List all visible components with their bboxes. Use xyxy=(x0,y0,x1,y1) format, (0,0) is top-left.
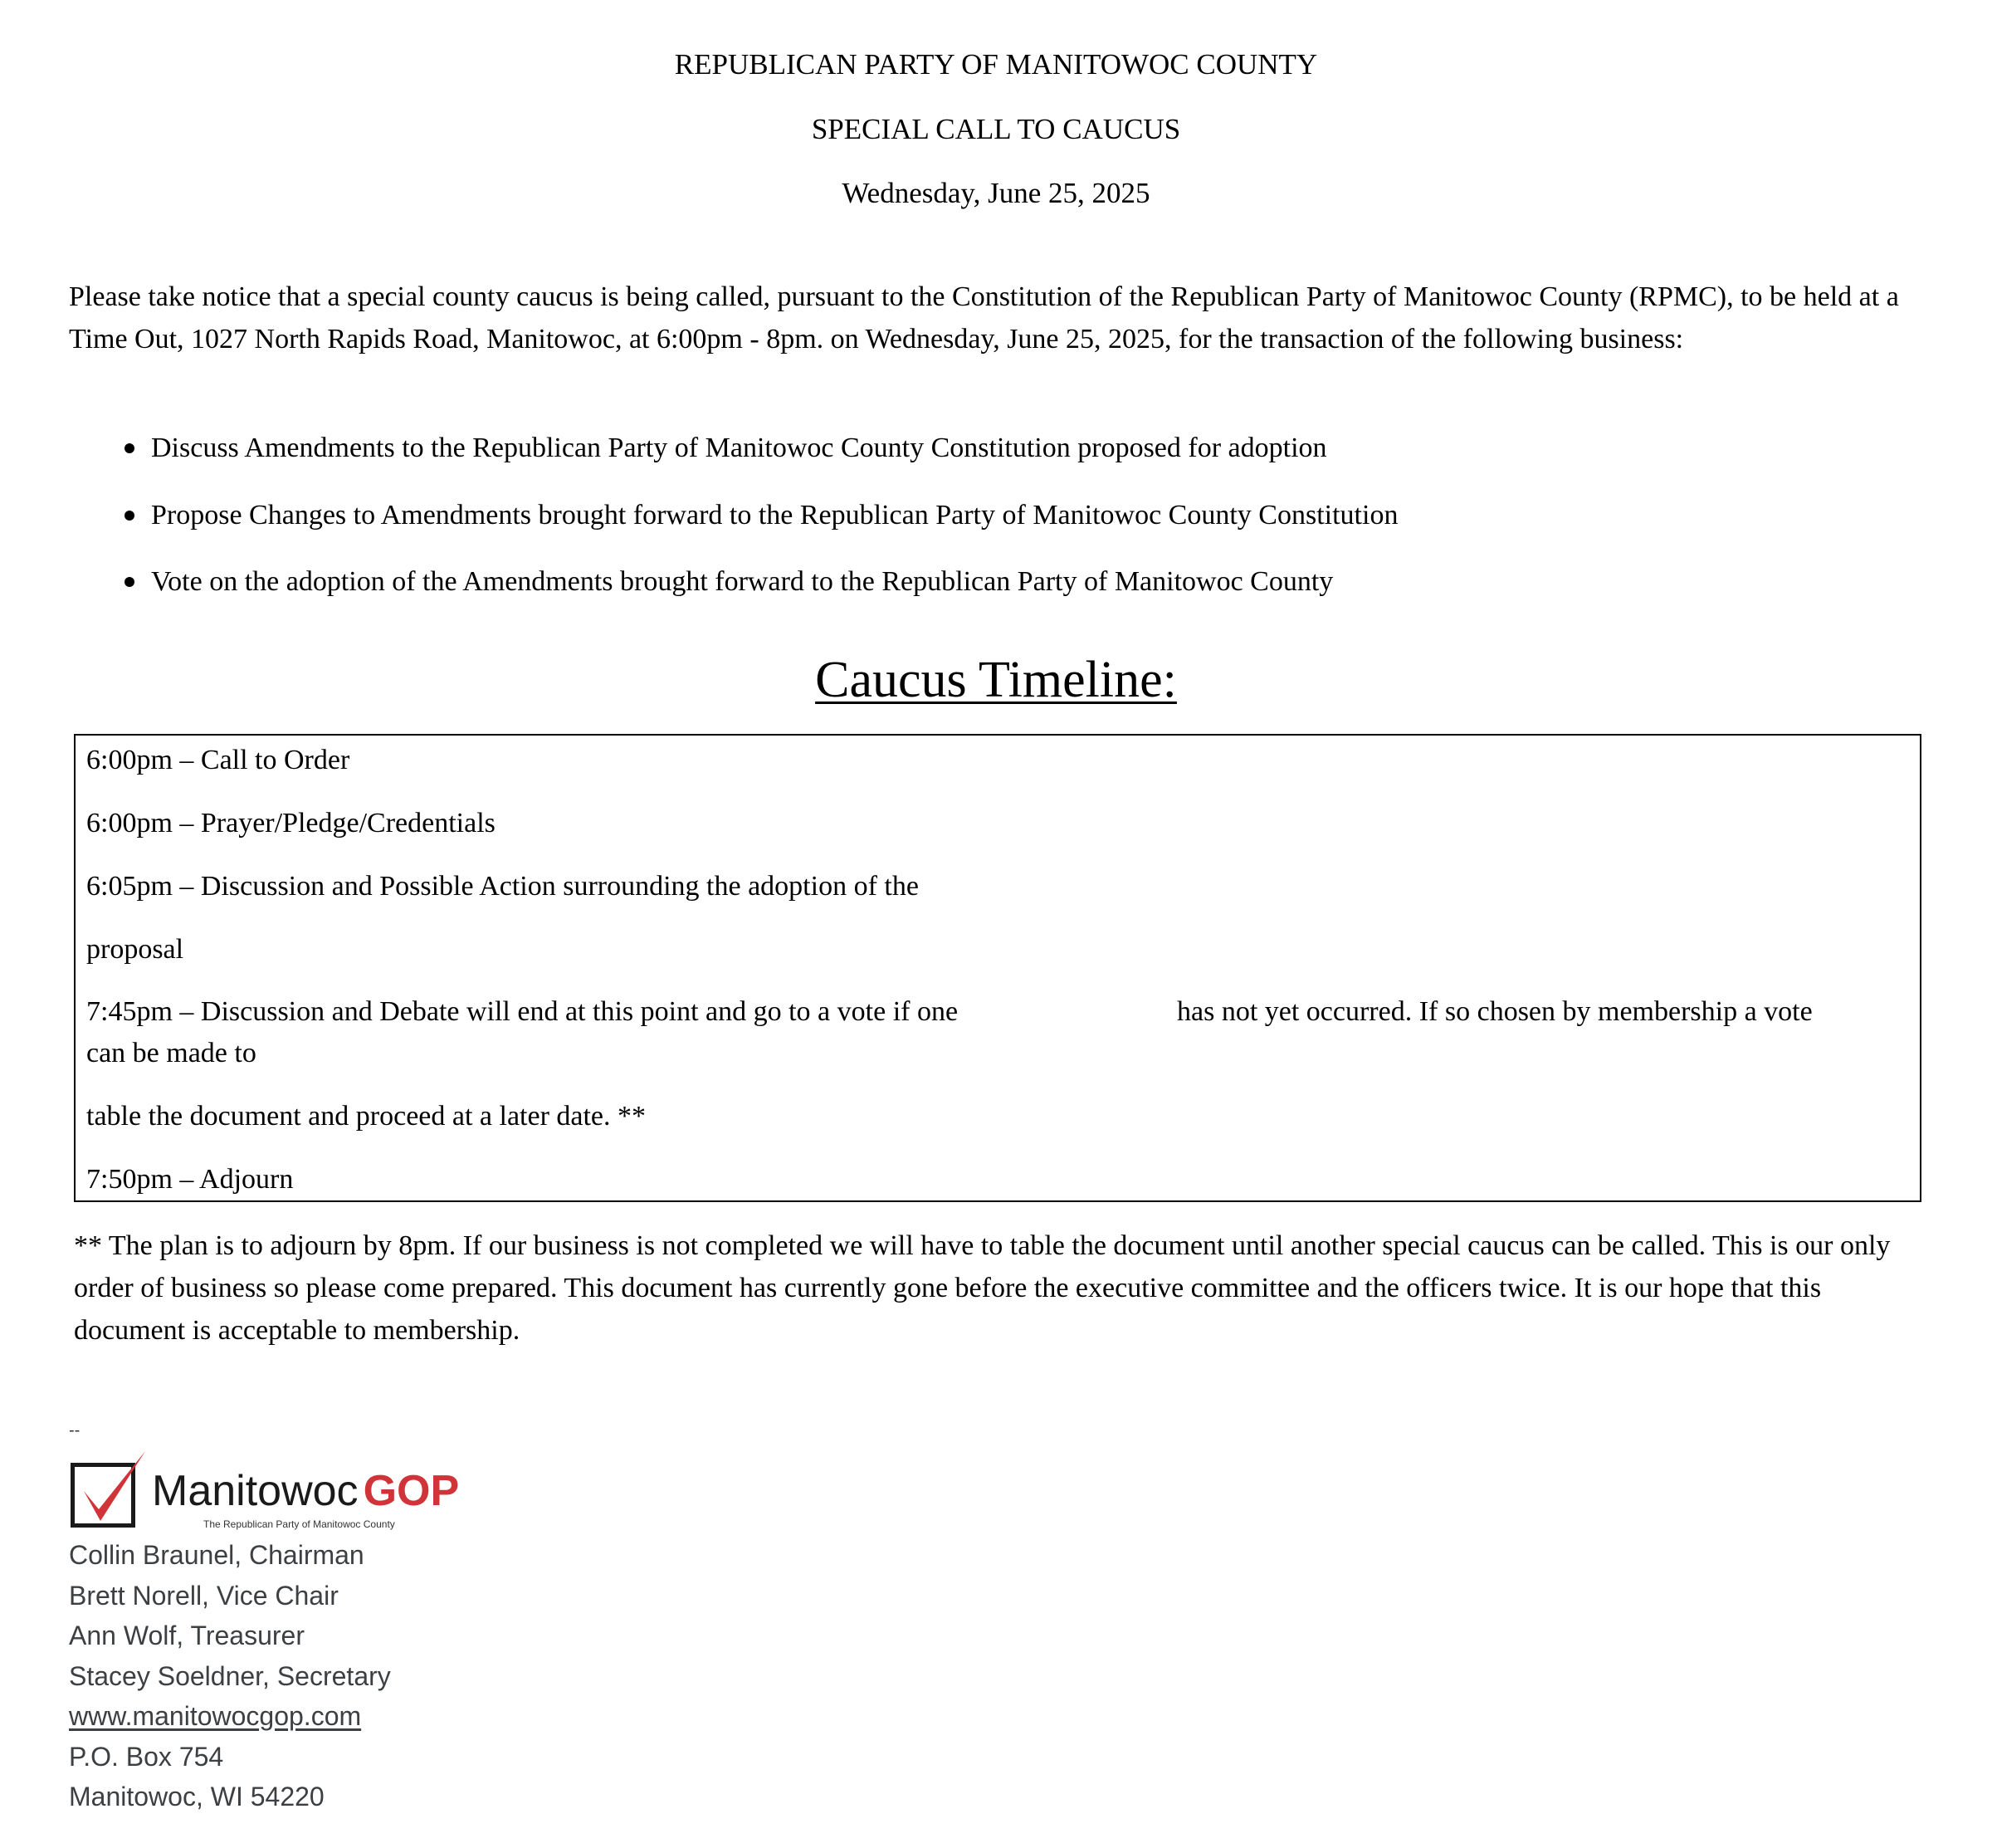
logo-name: Manitowoc xyxy=(152,1467,359,1515)
agenda-item-text: Vote on the adoption of the Amendments brought forward to the Republican Party of Manitowoc County xyxy=(151,566,1334,597)
timeline-heading-text: Caucus Timeline: xyxy=(815,652,1177,708)
timeline-line: 7:45pm – Discussion and Debate will end at this point and go to a vote if one xyxy=(86,996,959,1027)
contact-po-box: P.O. Box 754 xyxy=(69,1741,224,1772)
timeline-line: 7:50pm – Adjourn xyxy=(86,1164,294,1195)
intro-paragraph: Please take notice that a special county caucus is being called, pursuant to the Constitution of the Republican Party of Manitowoc County (RPMC), to be held at a Time Out, 1027 North Rapids Road, Manitowoc, at 6:00pm - 8pm. on Wednesday, June 25, 2025, for the transaction of the following business: xyxy=(69,281,1899,354)
agenda-item-text: Discuss Amendments to the Republican Party of Manitowoc County Constitution proposed for adoption xyxy=(151,433,1327,463)
bullet-icon xyxy=(124,511,134,521)
signature-separator: -- xyxy=(69,1421,81,1440)
logo-wordmark xyxy=(152,1466,459,1516)
document-date: Wednesday, June 25, 2025 xyxy=(842,177,1150,209)
timeline-line: 6:00pm – Prayer/Pledge/Credentials xyxy=(86,808,496,838)
contact-chairman: Collin Braunel, Chairman xyxy=(69,1540,364,1570)
bullet-icon xyxy=(124,577,134,587)
agenda-item xyxy=(151,564,1894,600)
bullet-icon xyxy=(124,443,134,453)
agenda-item xyxy=(151,497,1894,534)
timeline-heading xyxy=(0,649,1992,711)
agenda-item xyxy=(151,430,1894,467)
contact-secretary: Stacey Soeldner, Secretary xyxy=(69,1660,391,1691)
agenda-item-text: Propose Changes to Amendments brought forward to the Republican Party of Manitowoc County Constitution xyxy=(151,500,1399,530)
organization-title: REPUBLICAN PARTY OF MANITOWOC COUNTY xyxy=(674,48,1318,81)
signature-contacts xyxy=(69,1535,391,1817)
contact-vice-chair: Brett Norell, Vice Chair xyxy=(69,1580,339,1611)
timeline-line: has not yet occurred. If so chosen by membership a vote xyxy=(1177,996,1813,1027)
logo-tagline: The Republican Party of Manitowoc County xyxy=(203,1518,395,1530)
document-title: SPECIAL CALL TO CAUCUS xyxy=(811,113,1181,145)
contact-treasurer: Ann Wolf, Treasurer xyxy=(69,1621,305,1650)
website-link[interactable]: www.manitowocgop.com xyxy=(69,1701,362,1731)
logo-accent: GOP xyxy=(363,1467,460,1515)
timeline-line: 6:05pm – Discussion and Possible Action surrounding the adoption of the xyxy=(86,871,919,902)
timeline-line: table the document and proceed at a later date. ** xyxy=(86,1101,647,1132)
timeline-line: 6:00pm – Call to Order xyxy=(86,745,350,775)
contact-city: Manitowoc, WI 54220 xyxy=(69,1782,325,1811)
manitowoc-gop-logo xyxy=(69,1448,467,1531)
timeline-box xyxy=(74,734,1921,1202)
footnote-paragraph: ** The plan is to adjourn by 8pm. If our business is not completed we will have to table the document until another special caucus can be called. This is our only order of business so please come prepared. This document has currently gone before the executive committee and the officers twice. It is our hope that this document is acceptable to membership. xyxy=(74,1230,1891,1346)
timeline-line: proposal xyxy=(86,934,184,965)
checkmark-icon xyxy=(69,1448,152,1531)
timeline-line: can be made to xyxy=(86,1038,256,1068)
